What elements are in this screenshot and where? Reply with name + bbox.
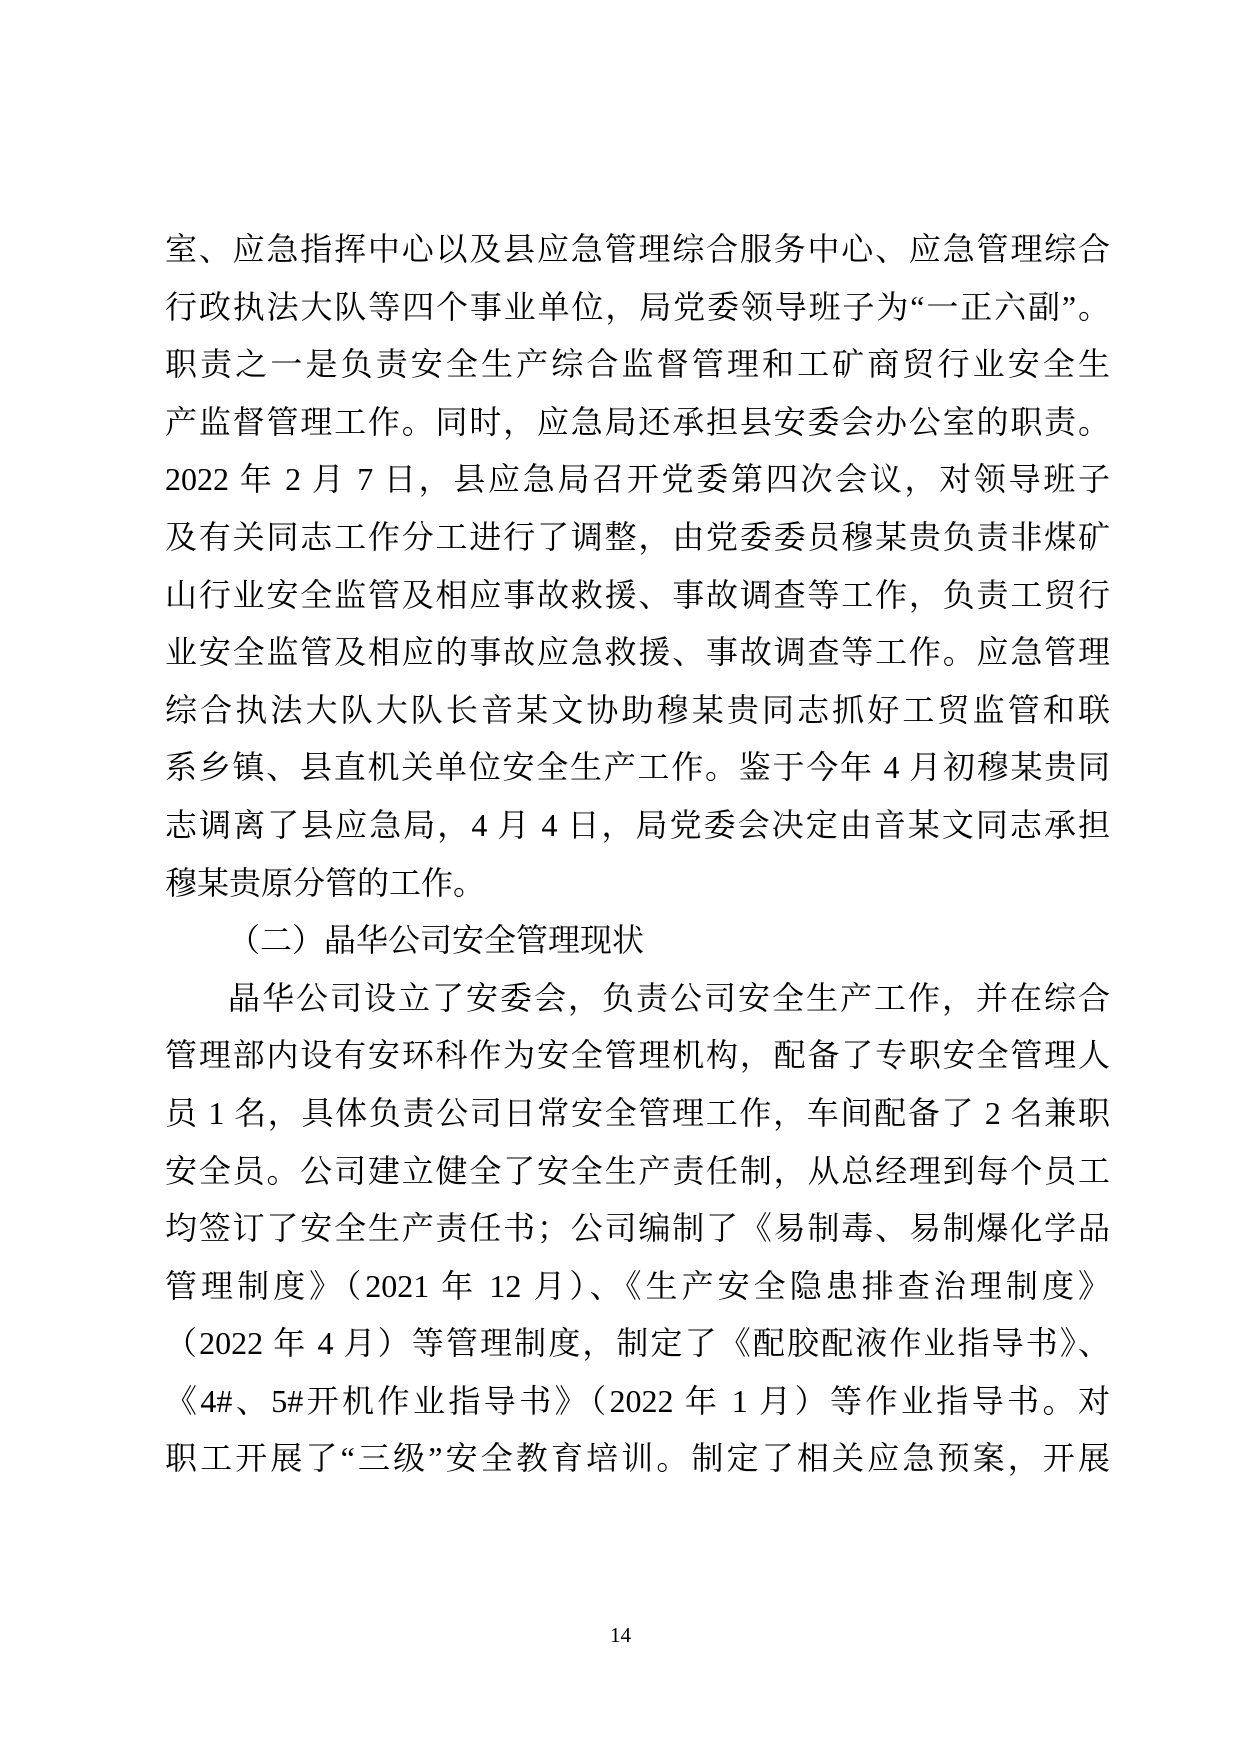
text-line: 业安全监管及相应的事故应急救援、事故调查等工作。应急管理	[165, 634, 1110, 671]
text-line: 山行业安全监管及相应事故救援、事故调查等工作，负责工贸行	[165, 576, 1110, 613]
page-number: 14	[610, 1623, 631, 1647]
section-heading	[165, 912, 1110, 970]
text-line: 穆某贵原分管的工作。	[165, 864, 486, 901]
text-body	[165, 221, 1110, 1488]
text-line: 员 1 名，具体负责公司日常安全管理工作，车间配备了 2 名兼职	[165, 1094, 1110, 1131]
text-line: 晶华公司设立了安委会，负责公司安全生产工作，并在综合	[228, 979, 1110, 1016]
text-line: 2022 年 2 月 7 日，县应急局召开党委第四次会议，对领导班子	[165, 461, 1110, 498]
text-line: （2022 年 4 月）等管理制度，制定了《配胶配液作业指导书》、	[165, 1325, 1110, 1362]
text-line: 志调离了县应急局，4 月 4 日，局党委会决定由音某文同志承担	[165, 806, 1110, 843]
text-line: 室、应急指挥中心以及县应急管理综合服务中心、应急管理综合	[165, 231, 1110, 267]
text-line: 行政执法大队等四个事业单位，局党委领导班子为“一正六副”。	[165, 288, 1110, 325]
text-line: 管理部内设有安环科作为安全管理机构，配备了专职安全管理人	[165, 1037, 1110, 1074]
text-line: 系乡镇、县直机关单位安全生产工作。鉴于今年 4 月初穆某贵同	[165, 749, 1110, 786]
text-line: 产监督管理工作。同时，应急局还承担县安委会办公室的职责。	[165, 403, 1110, 440]
heading-line: （二）晶华公司安全管理现状	[228, 922, 645, 959]
text-line: 安全员。公司建立健全了安全生产责任制，从总经理到每个员工	[165, 1152, 1110, 1189]
text-line: 均签订了安全生产责任书；公司编制了《易制毒、易制爆化学品	[165, 1210, 1110, 1247]
paragraph-continuation	[165, 221, 1110, 912]
text-line: 及有关同志工作分工进行了调整，由党委委员穆某贵负责非煤矿	[165, 518, 1110, 555]
text-line: 职责之一是负责安全生产综合监督管理和工矿商贸行业安全生	[165, 346, 1110, 383]
text-line: 《4#、5#开机作业指导书》（2022 年 1 月）等作业指导书。对	[165, 1382, 1110, 1419]
text-line: 管理制度》（2021 年 12 月）、《生产安全隐患排查治理制度》	[165, 1267, 1110, 1304]
paragraph-body	[165, 970, 1110, 1488]
text-line: 综合执法大队大队长音某文协助穆某贵同志抓好工贸监管和联	[165, 691, 1110, 728]
text-line: 职工开展了“三级”安全教育培训。制定了相关应急预案，开展	[165, 1440, 1110, 1477]
